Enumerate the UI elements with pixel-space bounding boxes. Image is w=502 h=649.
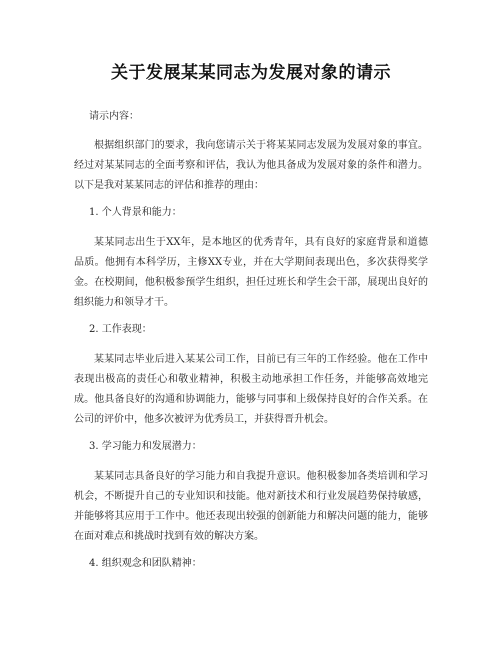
section-heading-work: 2. 工作表现：: [89, 324, 152, 335]
section-body-background: 某某同志出生于XX年，是本地区的优秀青年，具有良好的家庭背景和道德品质。他拥有本科学历，主修XX专业，并在大学期间表现出色，多次获得奖学金。在校期间，他积极参预学生组织，担任过班长和学生会干部，展现出良好的组织能力和领导才干。: [74, 237, 428, 308]
intro-label: 请示内容：: [89, 111, 139, 122]
opening-paragraph: 根据组织部门的要求，我向您请示关于将某某同志发展为发展对象的事宜。经过对某某同志的全面考察和评估，我认为他具备成为发展对象的条件和潜力。以下是我对某某同志的评估和推荐的理由：: [74, 140, 428, 191]
section-heading-learning: 3. 学习能力和发展潜力：: [89, 441, 202, 452]
document-title: 关于发展某某同志为发展对象的请示: [111, 63, 391, 83]
section-body-learning: 某某同志具备良好的学习能力和自我提升意识。他积极参加各类培训和学习机会，不断提升自己的专业知识和技能。他对新技术和行业发展趋势保持敏感，并能够将其应用于工作中。他还表现出较强的创新能力和解决问题的能力，能够在面对难点和挑战时找到有效的解决方案。: [74, 471, 428, 542]
section-heading-teamwork: 4. 组织观念和团队精神：: [89, 558, 202, 569]
section-body-work: 某某同志毕业后进入某某公司工作，目前已有三年的工作经验。他在工作中表现出极高的责任心和敬业精神，积极主动地承担工作任务，并能够高效地完成。他具备良好的沟通和协调能力，能够与同事和上级保持良好的合作关系。在公司的评价中，他多次被评为优秀员工，并获得晋升机会。: [74, 354, 428, 425]
section-heading-background: 1. 个人背景和能力：: [89, 207, 182, 218]
